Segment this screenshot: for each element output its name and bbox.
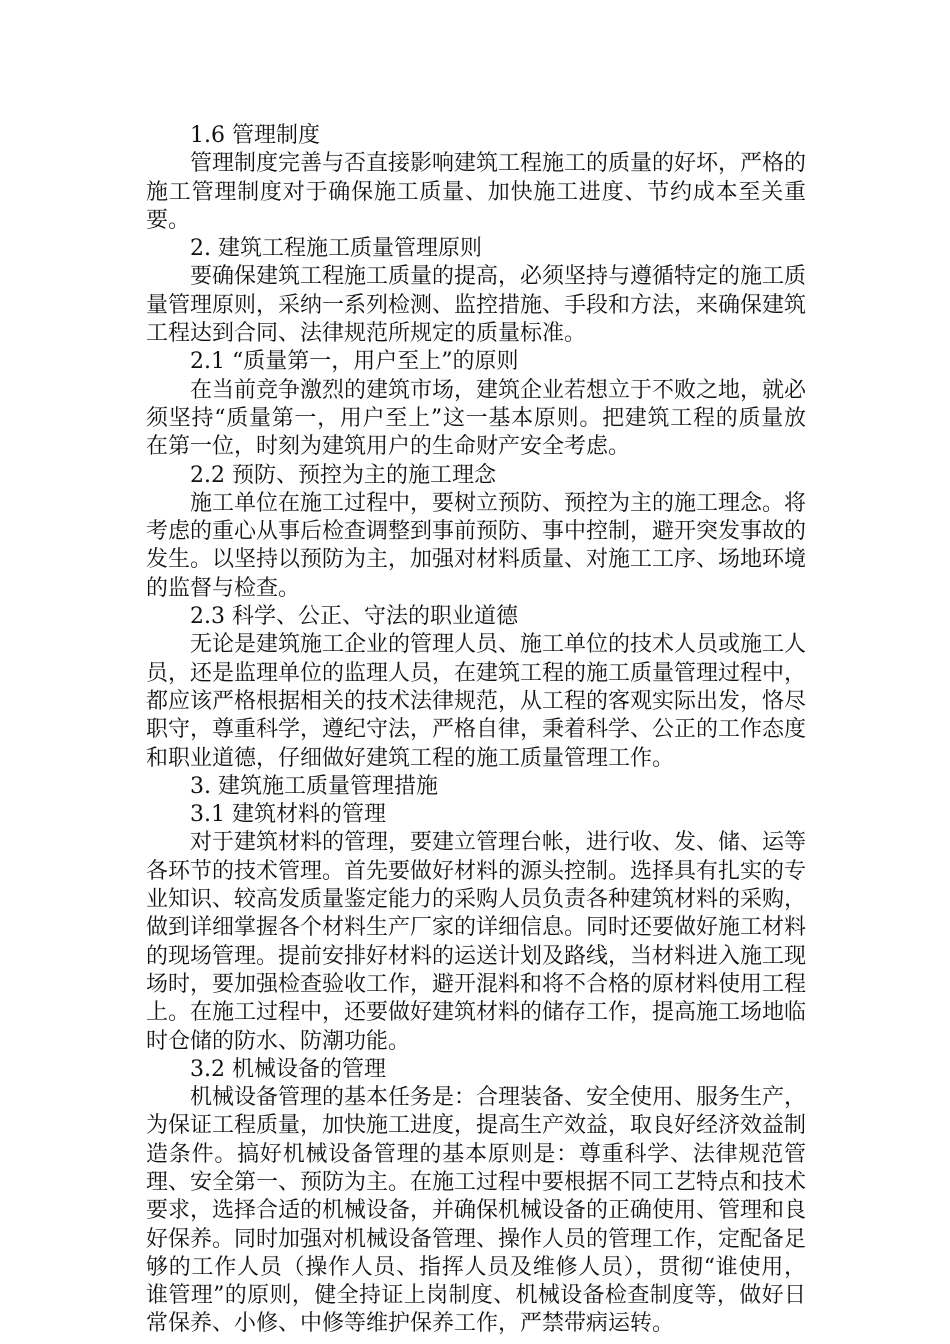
section-heading: 3.2 机械设备的管理 (190, 1056, 386, 1082)
section-heading: 3. 建筑施工质量管理措施 (190, 773, 438, 799)
body-paragraph: 施工单位在施工过程中，要树立预防、预控为主的施工理念。将考虑的重心从事后检查调整到事前预防、事中控制，避开突发事故的发生。以坚持以预防为主，加强对材料质量、对施工工序、场地环境的监督与检查。 (146, 490, 807, 601)
body-paragraph: 在当前竞争激烈的建筑市场，建筑企业若想立于不败之地，就必须坚持“质量第一，用户至上”这一基本原则。把建筑工程的质量放在第一位，时刻为建筑用户的生命财产安全考虑。 (146, 377, 807, 460)
section-heading: 1.6 管理制度 (190, 123, 320, 148)
section-heading: 2.1 “质量第一，用户至上”的原则 (190, 349, 519, 375)
body-paragraph: 对于建筑材料的管理，要建立管理台帐，进行收、发、储、运等各环节的技术管理。首先要做好材料的源头控制。选择具有扎实的专业知识、较高发质量鉴定能力的采购人员负责各种建筑材料的采购，做到详细掌握各个材料生产厂家的详细信息。同时还要做好施工材料的现场管理。提前安排好材料的运送计划及路线，当材料进入施工现场时，要加强检查验收工作，避开混料和将不合格的原材料使用工程上。在施工过程中，还要做好建筑材料的储存工作，提高施工场地临时仓储的防水、防潮功能。 (146, 830, 807, 1054)
body-paragraph: 要确保建筑工程施工质量的提高，必须坚持与遵循特定的施工质量管理原则，采纳一系列检测、监控措施、手段和方法，来确保建筑工程达到合同、法律规范所规定的质量标准。 (146, 264, 807, 347)
section-heading: 3.1 建筑材料的管理 (190, 802, 386, 828)
section-heading: 2.3 科学、公正、守法的职业道德 (190, 604, 518, 630)
document-body (146, 122, 806, 1339)
section-heading: 2. 建筑工程施工质量管理原则 (190, 236, 482, 262)
body-paragraph: 机械设备管理的基本任务是：合理装备、安全使用、服务生产，为保证工程质量，加快施工进度，提高生产效益，取良好经济效益制造条件。搞好机械设备管理的基本原则是：尊重科学、法律规范管理、安全第一、预防为主。在施工过程中要根据不同工艺特点和技术要求，选择合适的机械设备，并确保机械设备的正确使用、管理和良好保养。同时加强对机械设备管理、操作人员的管理工作，定配备足够的工作人员（操作人员、指挥人员及维修人员），贯彻“谁使用，谁管理”的原则，健全持证上岗制度、机械设备检查制度等，做好日常保养、小修、中修等维护保养工作，严禁带病运转。 (146, 1085, 807, 1337)
body-paragraph: 无论是建筑施工企业的管理人员、施工单位的技术人员或施工人员，还是监理单位的监理人员，在建筑工程的施工质量管理过程中，都应该严格根据相关的技术法律规范，从工程的客观实际出发，恪尽职守，尊重科学，遵纪守法，严格自律，秉着科学、公正的工作态度和职业道德，仔细做好建筑工程的施工质量管理工作。 (146, 632, 807, 771)
section-heading: 2.2 预防、预控为主的施工理念 (190, 462, 496, 488)
body-paragraph: 管理制度完善与否直接影响建筑工程施工的质量的好坏，严格的施工管理制度对于确保施工质量、加快施工进度、节约成本至关重要。 (146, 151, 807, 233)
